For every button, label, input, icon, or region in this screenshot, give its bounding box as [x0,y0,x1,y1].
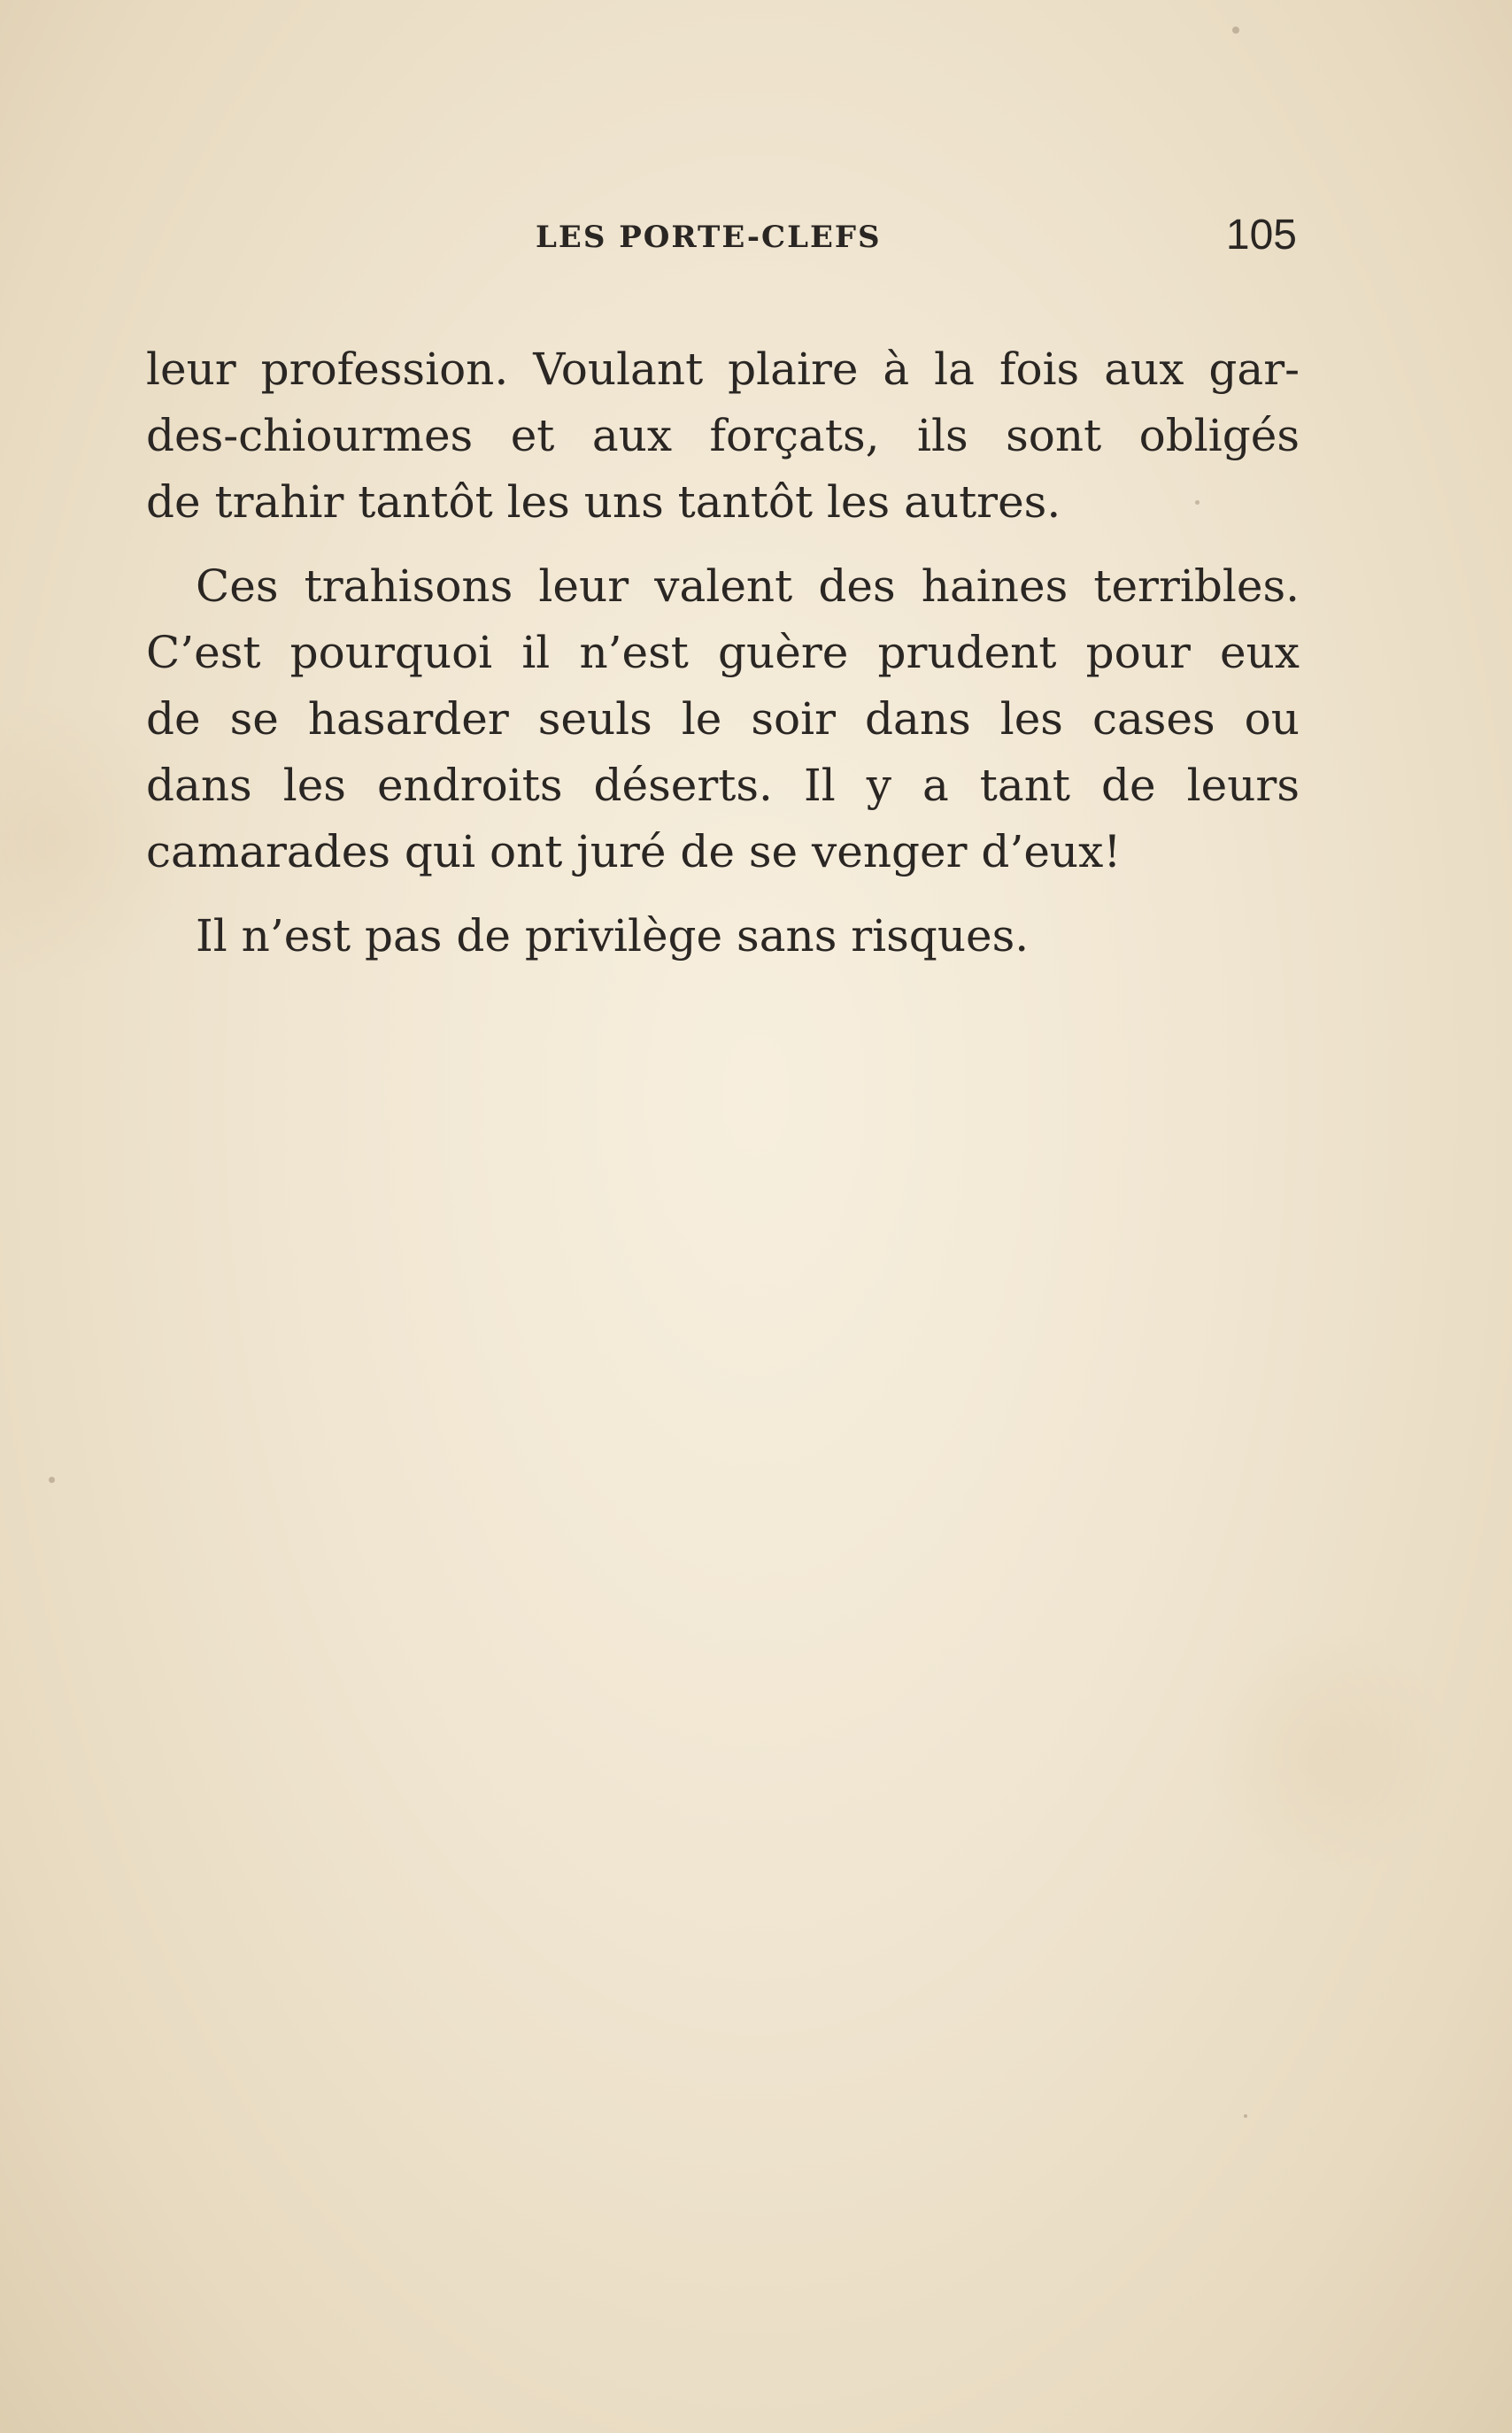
text-line: Ces trahisons leur valent des haines terribles. [196,560,1300,612]
paragraph-2 [146,553,1300,885]
text-line: de se hasarder seuls le soir dans les cases ou [146,693,1300,745]
text-line: C’est pourquoi il n’est guère prudent pour eux [146,627,1300,678]
paragraph-3 [146,903,1300,969]
text-line: de trahir tantôt les uns tantôt les autres. [146,476,1061,528]
text-line: camarades qui ont juré de se venger d’eux! [146,826,1122,877]
running-head [146,202,1297,273]
body-text [146,336,1300,987]
paper-speck [1244,2114,1247,2118]
paragraph-1 [146,336,1300,536]
page-number: 105 [1225,212,1297,259]
text-line: dans les endroits déserts. Il y a tant de leurs [146,760,1300,811]
paper-speck [1232,27,1239,34]
paper-speck [49,1477,55,1483]
text-line: Il n’est pas de privilège sans risques. [196,910,1030,962]
running-title: LES PORTE-CLEFS [536,220,882,255]
paper-speck [1195,500,1200,505]
text-line: des-chiourmes et aux forçats, ils sont obligés [146,410,1300,461]
text-line: leur profession. Voulant plaire à la fois aux gar- [146,344,1300,395]
